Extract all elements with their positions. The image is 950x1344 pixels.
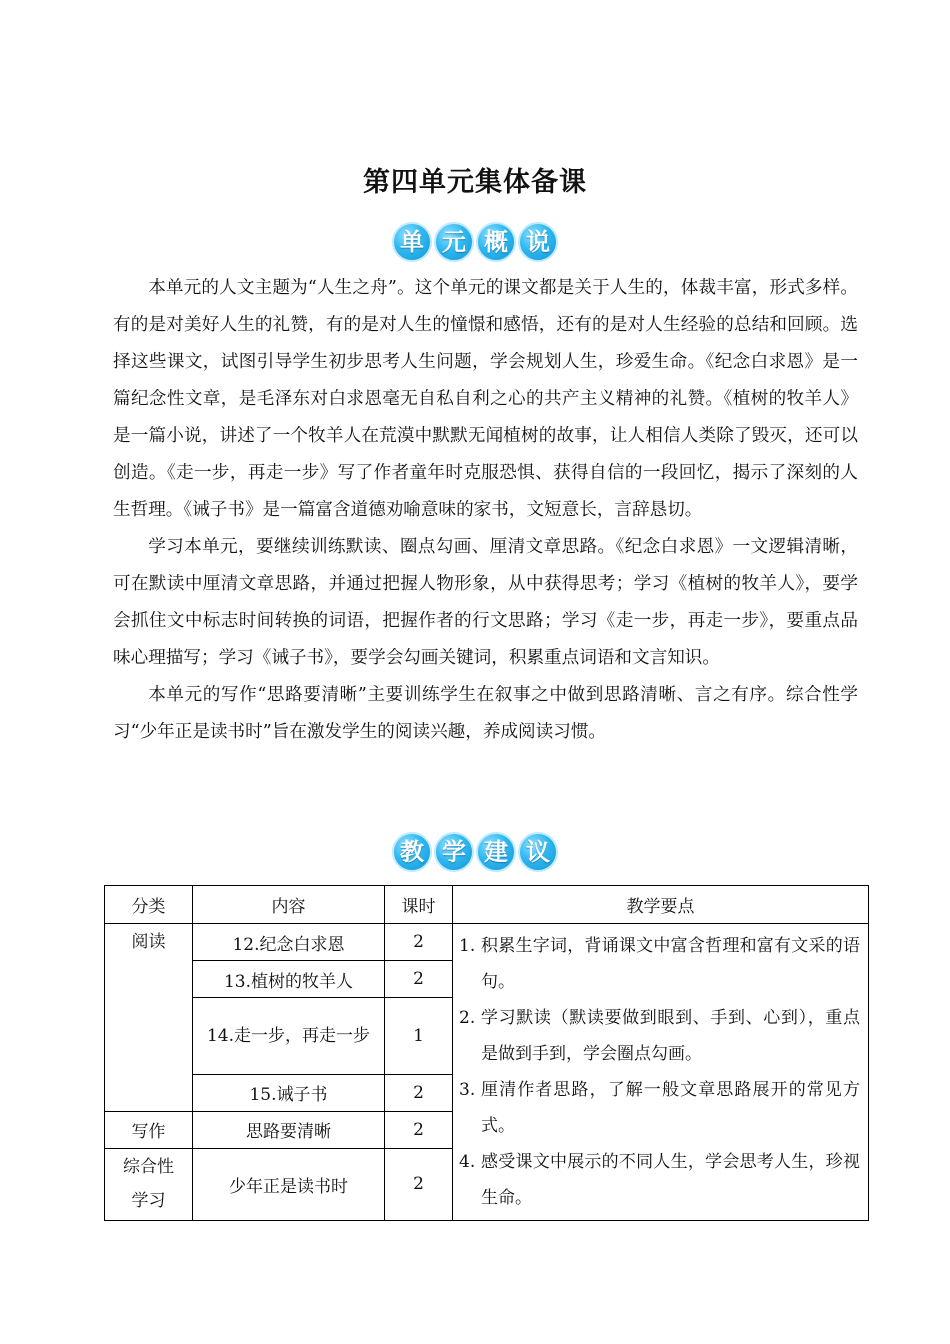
table-row	[105, 924, 869, 961]
paragraph: 本单元的人文主题为“人生之舟”。这个单元的课文都是关于人生的，体裁丰富，形式多样。有的是对美好人生的礼赞，有的是对人生的憧憬和感悟，还有的是对人生经验的总结和回顾。选择这些课文，试图引导学生初步思考人生问题，学会规划人生，珍爱生命。《纪念白求恩》是一篇纪念性文章，是毛泽东对白求恩毫无自私自利之心的共产主义精神的礼赞。《植树的牧羊人》是一篇小说，讲述了一个牧羊人在荒漠中默默无闻植树的故事，让人相信人类除了毁灭，还可以创造。《走一步，再走一步》写了作者童年时克服恐惧、获得自信的一段回忆，揭示了深刻的人生哲理。《诫子书》是一篇富含道德劝喻意味的家书，文短意长，言辞恳切。	[113, 278, 858, 520]
key-point	[459, 1072, 860, 1144]
badge-char: 学	[434, 832, 474, 872]
hours-cell: 2	[385, 961, 453, 998]
key-point	[459, 1000, 860, 1072]
content-cell: 13.植树的牧羊人	[193, 961, 385, 998]
content-cell: 12.纪念白求恩	[193, 924, 385, 961]
key-point	[459, 928, 860, 1000]
badge-char: 说	[518, 222, 558, 262]
category-reading: 阅读	[105, 924, 193, 1112]
teaching-plan-table	[104, 885, 869, 1221]
badge-char: 教	[392, 832, 432, 872]
header-hours: 课时	[385, 886, 453, 924]
paragraph: 本单元的写作“思路要清晰”主要训练学生在叙事之中做到思路清晰、言之有序。综合性学习“少年正是读书时”旨在激发学生的阅读兴趣，养成阅读习惯。	[113, 685, 858, 742]
content-cell: 思路要清晰	[193, 1111, 385, 1148]
point-number: 1.	[459, 936, 476, 956]
point-text: 厘清作者思路，了解一般文章思路展开的常见方式。	[481, 1080, 860, 1136]
table-header-row	[105, 886, 869, 924]
hours-cell: 2	[385, 924, 453, 961]
point-text: 学习默读（默读要做到眼到、手到、心到），重点是做到手到，学会圈点勾画。	[481, 1008, 860, 1064]
hours-cell: 2	[385, 1074, 453, 1111]
unit-overview-text	[113, 270, 858, 751]
badge-char: 建	[476, 832, 516, 872]
category-comprehensive: 综合性学习	[105, 1148, 193, 1220]
section-badge-overview	[0, 222, 950, 262]
key-point	[459, 1144, 860, 1216]
point-number: 2.	[459, 1008, 476, 1028]
category-writing: 写作	[105, 1111, 193, 1148]
badge-char: 议	[518, 832, 558, 872]
badge-char: 元	[434, 222, 474, 262]
key-points-cell	[453, 924, 869, 1221]
content-cell: 15.诫子书	[193, 1074, 385, 1111]
badge-char: 概	[476, 222, 516, 262]
header-category: 分类	[105, 886, 193, 924]
point-number: 3.	[459, 1080, 476, 1100]
point-number: 4.	[459, 1152, 476, 1172]
hours-cell: 1	[385, 998, 453, 1074]
content-cell: 少年正是读书时	[193, 1148, 385, 1220]
badge-char: 单	[392, 222, 432, 262]
header-content: 内容	[193, 886, 385, 924]
hours-cell: 2	[385, 1148, 453, 1220]
paragraph: 学习本单元，要继续训练默读、圈点勾画、厘清文章思路。《纪念白求恩》一文逻辑清晰，可在默读中厘清文章思路，并通过把握人物形象，从中获得思考；学习《植树的牧羊人》，要学会抓住文中标志时间转换的词语，把握作者的行文思路；学习《走一步，再走一步》，要重点品味心理描写；学习《诫子书》，要学会勾画关键词，积累重点词语和文言知识。	[113, 537, 858, 668]
point-text: 感受课文中展示的不同人生，学会思考人生，珍视生命。	[481, 1152, 860, 1208]
page-title: 第四单元集体备课	[363, 167, 587, 198]
section-badge-advice	[0, 832, 950, 872]
header-key-points: 教学要点	[453, 886, 869, 924]
content-cell: 14.走一步，再走一步	[193, 998, 385, 1074]
point-text: 积累生字词，背诵课文中富含哲理和富有文采的语句。	[481, 936, 860, 992]
hours-cell: 2	[385, 1111, 453, 1148]
